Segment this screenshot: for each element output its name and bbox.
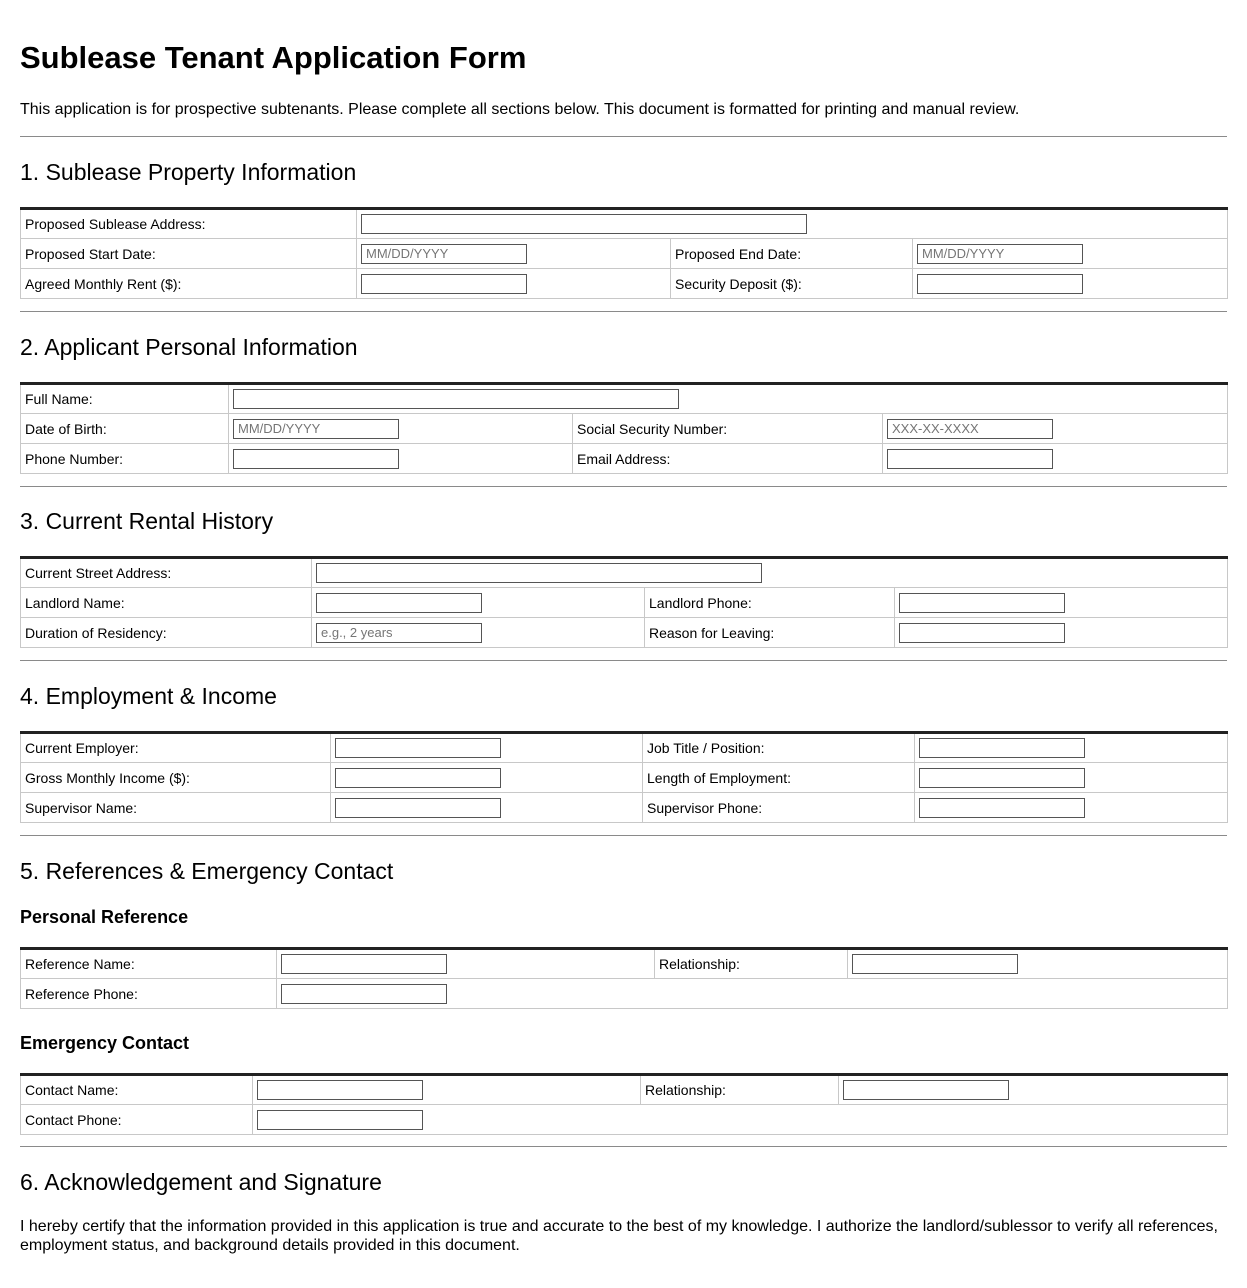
security-deposit-label: Security Deposit ($): <box>671 269 913 299</box>
divider <box>20 835 1227 836</box>
full-name-input[interactable] <box>233 389 679 409</box>
end-date-label: Proposed End Date: <box>671 239 913 269</box>
emergency-contact-table <box>20 1073 1228 1135</box>
residency-duration-input[interactable] <box>316 623 482 643</box>
reference-relationship-input[interactable] <box>852 954 1018 974</box>
personal-reference-table <box>20 947 1228 1009</box>
contact-phone-label: Contact Phone: <box>21 1105 253 1135</box>
supervisor-name-label: Supervisor Name: <box>21 793 331 823</box>
supervisor-name-input[interactable] <box>335 798 501 818</box>
current-address-label: Current Street Address: <box>21 558 312 588</box>
employment-length-input[interactable] <box>919 768 1085 788</box>
section-heading-personal: 2. Applicant Personal Information <box>20 334 358 360</box>
dob-input[interactable] <box>233 419 399 439</box>
contact-name-input[interactable] <box>257 1080 423 1100</box>
ssn-label: Social Security Number: <box>573 414 883 444</box>
section-heading-rental: 3. Current Rental History <box>20 508 274 534</box>
divider <box>20 311 1227 312</box>
page-title: Sublease Tenant Application Form <box>20 40 527 75</box>
employer-input[interactable] <box>335 738 501 758</box>
residency-duration-label: Duration of Residency: <box>21 618 312 648</box>
contact-phone-input[interactable] <box>257 1110 423 1130</box>
dob-label: Date of Birth: <box>21 414 229 444</box>
current-address-input[interactable] <box>316 563 762 583</box>
reference-phone-input[interactable] <box>281 984 447 1004</box>
landlord-phone-label: Landlord Phone: <box>645 588 895 618</box>
income-label: Gross Monthly Income ($): <box>21 763 331 793</box>
contact-relationship-input[interactable] <box>843 1080 1009 1100</box>
email-input[interactable] <box>887 449 1053 469</box>
divider <box>20 486 1227 487</box>
employment-length-label: Length of Employment: <box>643 763 915 793</box>
reference-relationship-label: Relationship: <box>655 949 848 979</box>
reference-phone-label: Reference Phone: <box>21 979 277 1009</box>
employment-table <box>20 731 1228 823</box>
supervisor-phone-label: Supervisor Phone: <box>643 793 915 823</box>
divider <box>20 1146 1227 1147</box>
section-heading-employment: 4. Employment & Income <box>20 683 277 709</box>
contact-name-label: Contact Name: <box>21 1075 253 1105</box>
sublease-address-input[interactable] <box>361 214 807 234</box>
landlord-phone-input[interactable] <box>899 593 1065 613</box>
property-table <box>20 207 1228 299</box>
reason-leaving-label: Reason for Leaving: <box>645 618 895 648</box>
phone-label: Phone Number: <box>21 444 229 474</box>
contact-relationship-label: Relationship: <box>641 1075 839 1105</box>
personal-reference-heading: Personal Reference <box>20 907 189 927</box>
section-heading-signature: 6. Acknowledgement and Signature <box>20 1169 382 1195</box>
section-heading-property: 1. Sublease Property Information <box>20 159 357 185</box>
supervisor-phone-input[interactable] <box>919 798 1085 818</box>
end-date-input[interactable] <box>917 244 1083 264</box>
start-date-label: Proposed Start Date: <box>21 239 357 269</box>
start-date-input[interactable] <box>361 244 527 264</box>
full-name-label: Full Name: <box>21 384 229 414</box>
job-title-label: Job Title / Position: <box>643 733 915 763</box>
phone-input[interactable] <box>233 449 399 469</box>
intro-text: This application is for prospective subtenants. Please complete all sections below. This document is formatted for printing and manual review. <box>20 101 1020 118</box>
divider <box>20 660 1227 661</box>
rental-table <box>20 556 1228 648</box>
sublease-address-label: Proposed Sublease Address: <box>21 209 357 239</box>
email-label: Email Address: <box>573 444 883 474</box>
acknowledgement-text: I hereby certify that the information provided in this application is true and accurate to the best of my knowledge. I authorize the landlord/sublessor to verify all references, employment status, and background details provided in this document. <box>20 1218 1218 1254</box>
reference-name-input[interactable] <box>281 954 447 974</box>
employer-label: Current Employer: <box>21 733 331 763</box>
income-input[interactable] <box>335 768 501 788</box>
job-title-input[interactable] <box>919 738 1085 758</box>
ssn-input[interactable] <box>887 419 1053 439</box>
section-heading-references: 5. References & Emergency Contact <box>20 858 394 884</box>
divider <box>20 136 1227 137</box>
monthly-rent-input[interactable] <box>361 274 527 294</box>
landlord-name-input[interactable] <box>316 593 482 613</box>
monthly-rent-label: Agreed Monthly Rent ($): <box>21 269 357 299</box>
security-deposit-input[interactable] <box>917 274 1083 294</box>
emergency-contact-heading: Emergency Contact <box>20 1033 190 1053</box>
reference-name-label: Reference Name: <box>21 949 277 979</box>
reason-leaving-input[interactable] <box>899 623 1065 643</box>
landlord-name-label: Landlord Name: <box>21 588 312 618</box>
personal-table <box>20 382 1228 474</box>
